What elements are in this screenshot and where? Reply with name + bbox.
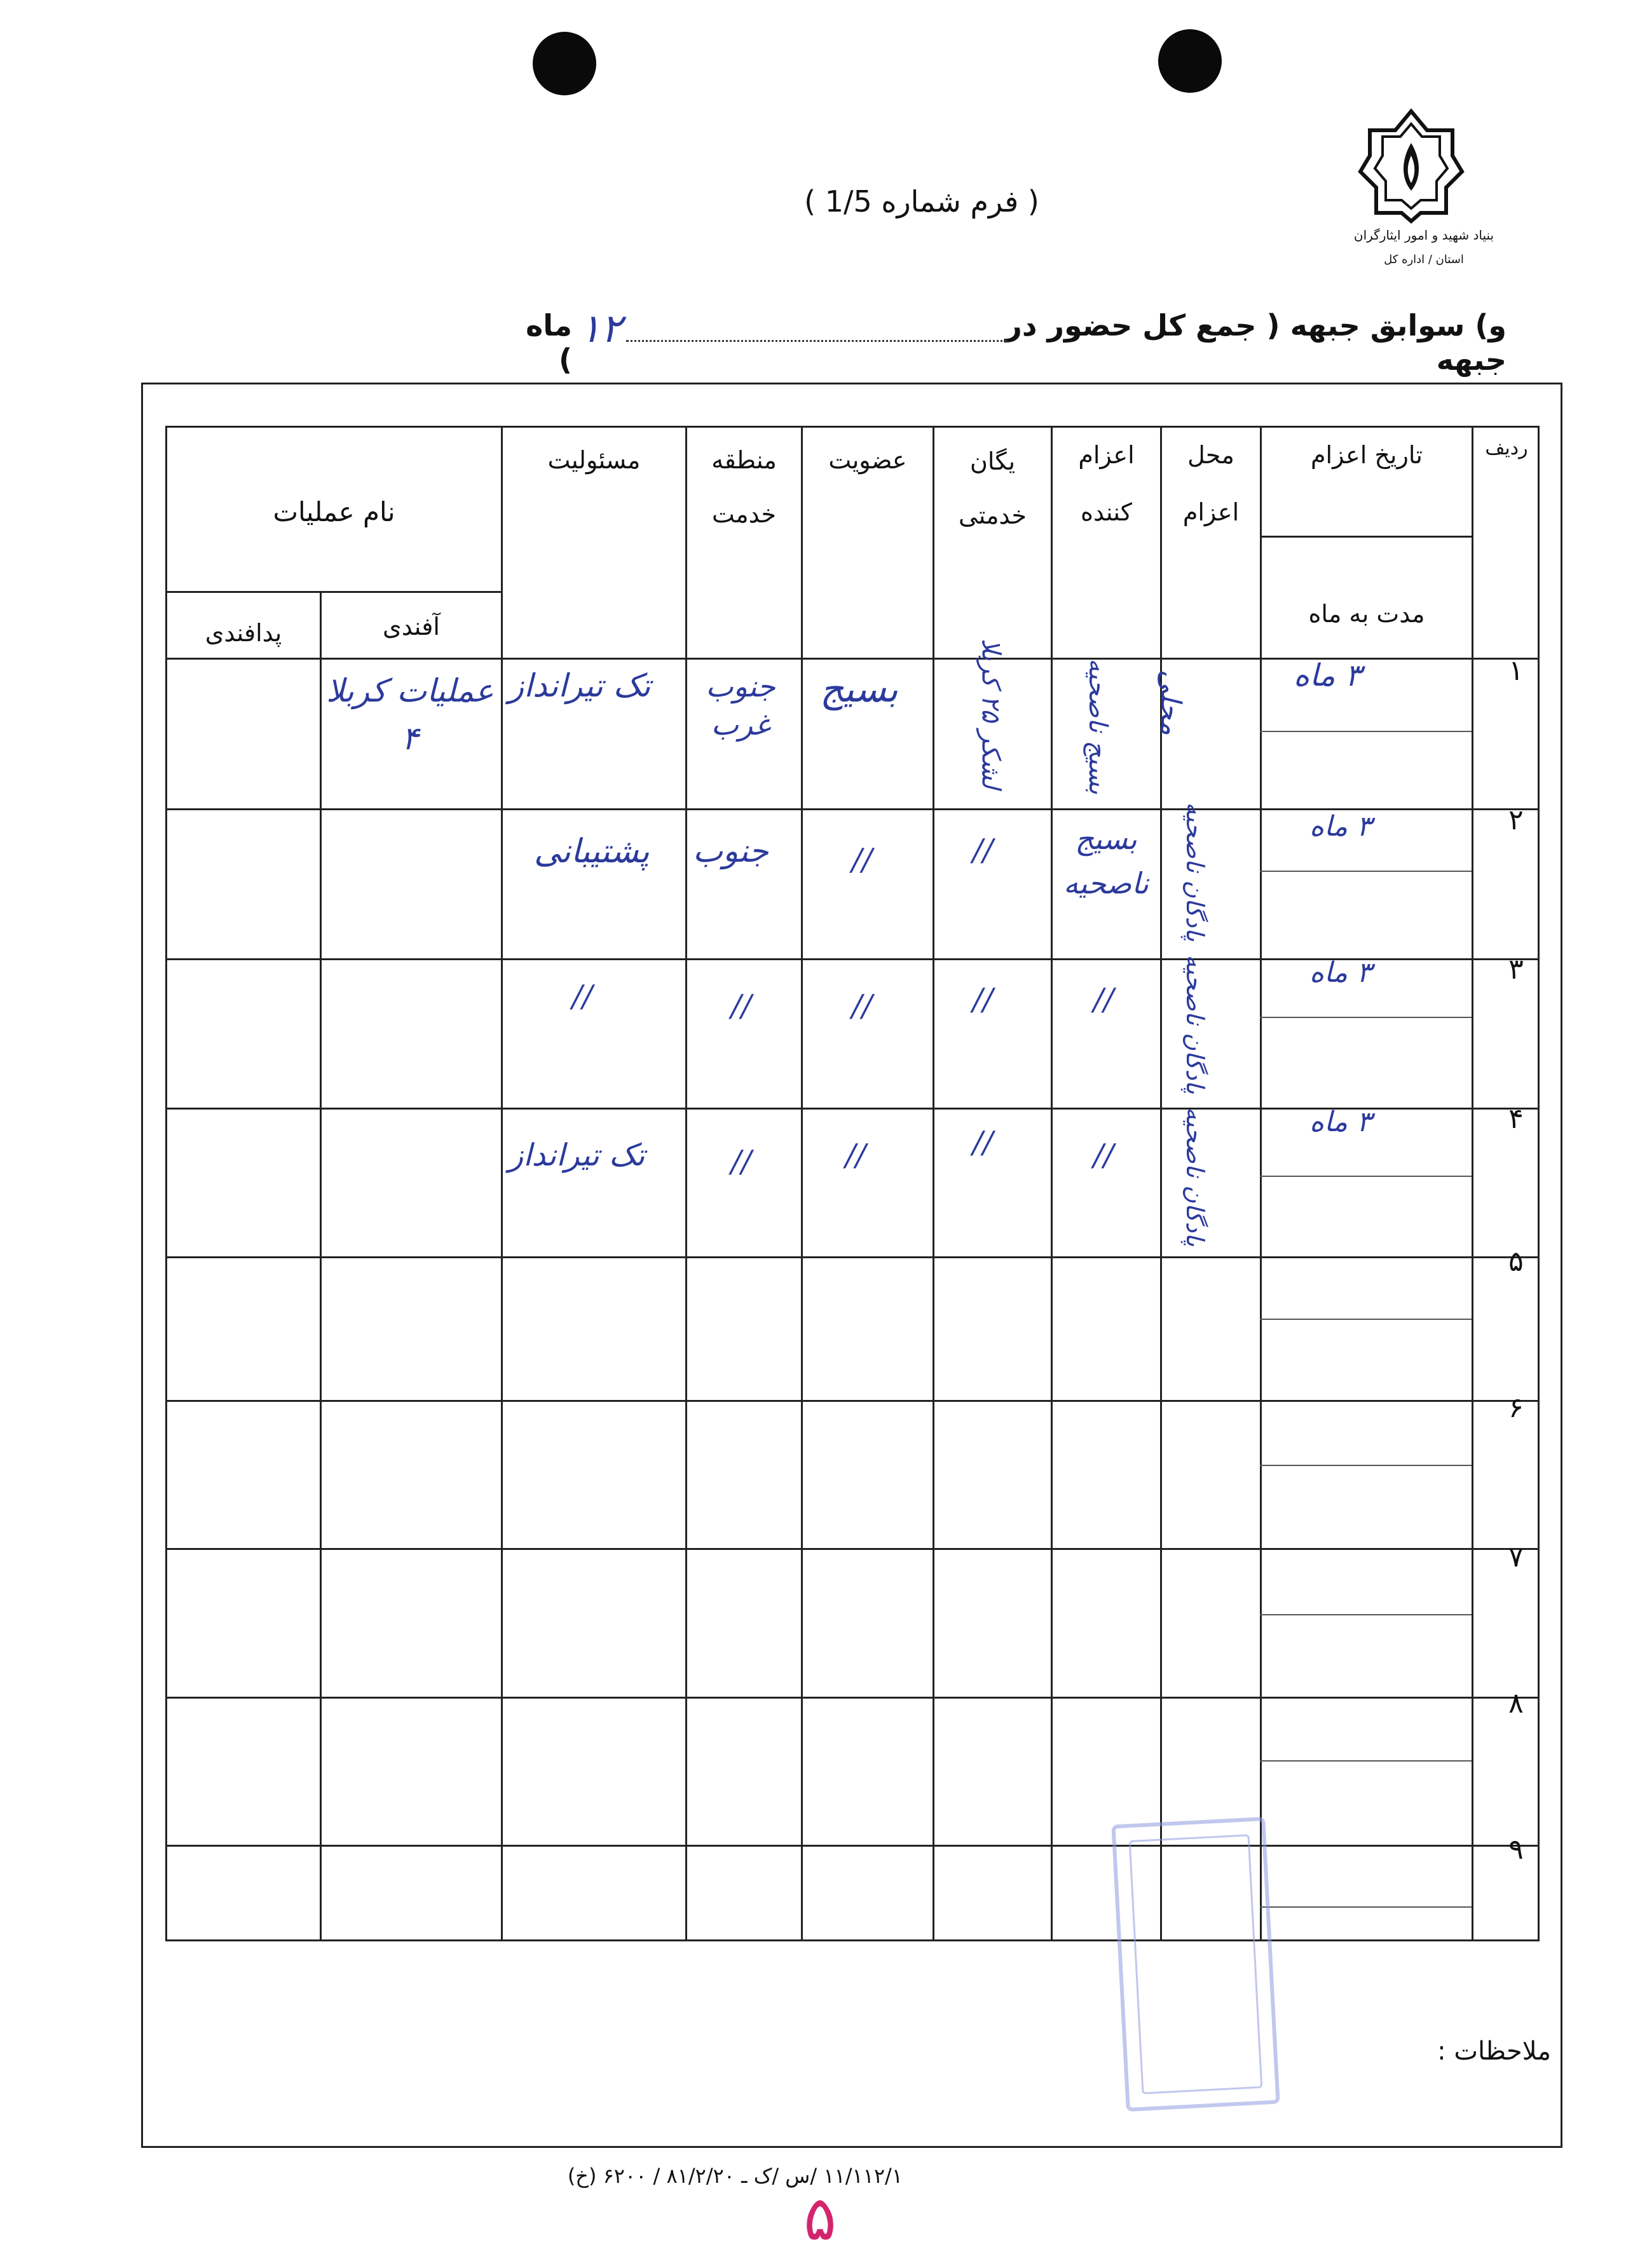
row-line (165, 1845, 1540, 1847)
footer-code: ۱۱/۱۱۲/۱ /س /ک ـ ۸۱/۲/۲۰ / ۶۲۰۰ (خ) (567, 2164, 903, 2188)
row-number: ۶ (1508, 1392, 1524, 1424)
row-number: ۹ (1508, 1833, 1524, 1866)
row1-ozviyat: بسیج (820, 667, 898, 710)
row1-yegan: لشکر ۲۵ کربلا (976, 638, 1006, 789)
row-line (165, 1697, 1540, 1699)
header-yegan-1: یگان (969, 447, 1016, 475)
organization-logo (1357, 108, 1465, 222)
header-ezam-1: اعزام (1078, 441, 1135, 469)
total-months-suffix: ماه ) (526, 308, 572, 377)
row2-duration: ۳ ماه (1309, 810, 1372, 843)
row3-mahal: پادگان ناصحیه (1180, 954, 1209, 1094)
header-ozviyat: عضویت (828, 446, 907, 474)
punch-hole-right (1158, 29, 1222, 93)
header-mantaghe-2: خدمت (711, 500, 777, 528)
row3-masouliyat: // (572, 979, 593, 1014)
header-amaliyat: نام عملیات (273, 496, 395, 527)
date-subline (1260, 1465, 1472, 1466)
row-number: ۱ (1508, 655, 1524, 687)
col-line (1260, 426, 1262, 1941)
row2-yegan: // (973, 832, 994, 868)
row3-ozviyat: // (852, 988, 873, 1024)
dotted-leader (626, 340, 1008, 342)
date-subline (1260, 1906, 1472, 1908)
row3-duration: ۳ ماه (1309, 956, 1372, 989)
row4-masouliyat: تک تیرانداز (509, 1137, 645, 1173)
date-subline (1260, 1176, 1472, 1177)
row4-mantaghe: // (731, 1144, 752, 1179)
faded-stamp (1111, 1817, 1280, 2112)
row1-ezam: بسیج ناصحیه (1083, 658, 1113, 795)
row-number: ۳ (1508, 953, 1524, 986)
date-subline (1260, 1017, 1472, 1018)
row-line (165, 1256, 1540, 1258)
row2-ozviyat: // (852, 842, 873, 878)
col-line (1051, 426, 1053, 1941)
row2-mahal: پادگان ناصحیه (1180, 802, 1209, 942)
punch-hole-left (533, 32, 596, 95)
page-number: ۵ (803, 2183, 837, 2254)
date-subline (1260, 871, 1472, 872)
col-line (801, 426, 803, 1941)
date-subline (1260, 1760, 1472, 1762)
row2-mantaghe: جنوب (693, 832, 769, 869)
emblem-caption: بنیاد شهید و امور ایثارگران (1353, 227, 1494, 243)
header-radif: ردیف (1485, 437, 1528, 459)
date-subline (1260, 731, 1472, 732)
row3-ezam: // (1093, 982, 1114, 1017)
row2-masouliyat: پشتیبانی (534, 832, 650, 871)
row4-mahal: پادگان ناصحیه (1180, 1107, 1209, 1247)
row4-ezam: // (1093, 1137, 1114, 1173)
emblem-caption-sub: استان / اداره کل (1384, 253, 1464, 266)
col-line (320, 591, 322, 1941)
col-line (1160, 426, 1162, 1941)
row1-duration: ۳ ماه (1294, 658, 1362, 693)
row3-mantaghe: // (731, 988, 752, 1024)
row1-mantaghe: جنوب غرب (706, 669, 776, 742)
row1-afandi: عملیات کربلا ۴ (326, 672, 494, 757)
row-line (165, 591, 501, 593)
notes-label: ملاحظات : (1437, 2037, 1551, 2066)
header-yegan-2: خدمتی (959, 501, 1027, 529)
date-subline (1260, 1614, 1472, 1615)
col-line (501, 426, 503, 1941)
row4-yegan: // (973, 1125, 994, 1160)
row3-yegan: // (973, 982, 994, 1017)
header-masouliyat: مسئولیت (547, 446, 641, 474)
row-number: ۲ (1508, 804, 1524, 836)
col-line (933, 426, 934, 1941)
col-line (685, 426, 687, 1941)
section-title: و) سوابق جبهه ( جمع کل حضور در جبهه (1005, 308, 1507, 377)
row4-duration: ۳ ماه (1309, 1106, 1372, 1138)
row-number: ۴ (1508, 1103, 1524, 1135)
front-records-table (165, 426, 1540, 1941)
header-afandi: آفندی (383, 613, 440, 641)
row1-masouliyat: تک تیرانداز (509, 667, 651, 704)
row-line (165, 1400, 1540, 1402)
header-moddat: مدت به ماه (1308, 600, 1425, 628)
header-tarikh: تاریخ اعزام (1311, 441, 1423, 469)
total-months-value: ۱۲ (579, 305, 622, 351)
form-number: ( فرم شماره 1/5 ) (804, 184, 1039, 219)
header-mantaghe-1: منطقه (711, 446, 777, 474)
row1-mahal: محلی (1154, 669, 1187, 736)
date-subline (1260, 1319, 1472, 1320)
row-number: ۸ (1508, 1687, 1524, 1720)
header-padafandi: پدافندی (205, 619, 282, 647)
row4-ozviyat: // (845, 1137, 866, 1173)
row-number: ۵ (1508, 1246, 1524, 1278)
row-line (1260, 536, 1472, 538)
row-number: ۷ (1508, 1541, 1524, 1573)
row-line (165, 1548, 1540, 1550)
header-mahal-2: اعزام (1182, 498, 1240, 526)
header-ezam-2: کننده (1081, 498, 1132, 526)
header-mahal-1: محل (1187, 441, 1234, 469)
col-line (1472, 426, 1473, 1941)
row2-ezam: بسیج ناصحیه (1063, 822, 1149, 900)
